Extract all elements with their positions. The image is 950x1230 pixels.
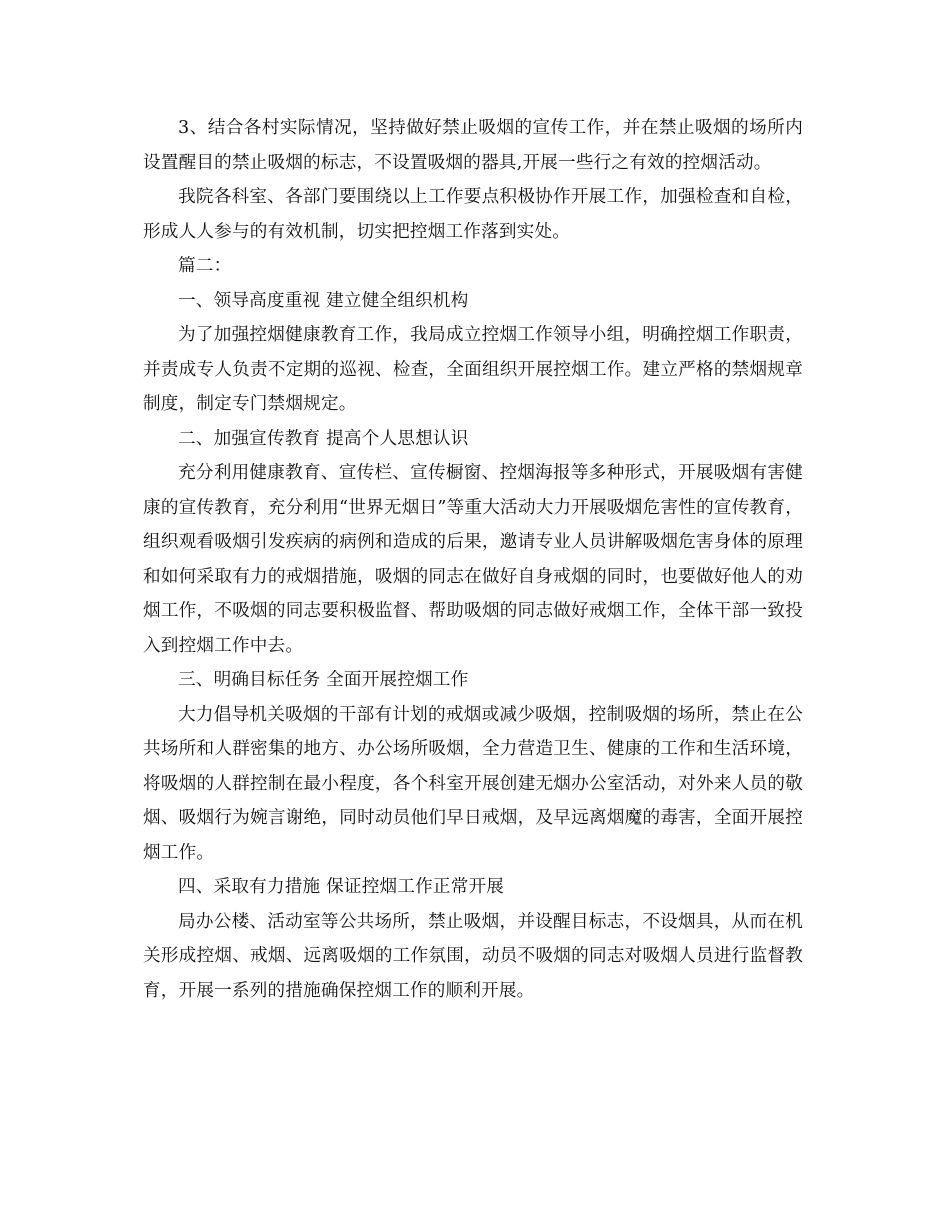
- paragraph-section-3: 大力倡导机关吸烟的干部有计划的戒烟或减少吸烟，控制吸烟的场所，禁止在公共场所和人群密集的地方、办公场所吸烟，全力营造卫生、健康的工作和生活环境，将吸烟的人群控制在最小程度，各个科室开展创建无烟办公室活动，对外来人员的敬烟、吸烟行为婉言谢绝，同时动员他们早日戒烟，及早远离烟魔的毒害，全面开展控烟工作。: [143, 704, 803, 863]
- heading-section-4: 四、采取有力措施 保证控烟工作正常开展: [178, 877, 505, 897]
- heading-section-2: 二、加强宣传教育 提高个人思想认识: [178, 428, 469, 449]
- section-label-part-two: 篇二：: [178, 256, 232, 276]
- paragraph-section-4: 局办公楼、活动室等公共场所，禁止吸烟，并设醒目标志，不设烟具，从而在机关形成控烟、戒烟、远离吸烟的工作氛围，动员不吸烟的同志对吸烟人员进行监督教育，开展一系列的措施确保控烟工作的顺利开展。: [143, 911, 803, 1001]
- heading-section-1: 一、领导高度重视 建立健全组织机构: [178, 290, 469, 311]
- paragraph-closing-summary: 我院各科室、各部门要围绕以上工作要点积极协作开展工作，加强检查和自检，形成人人参与的有效机制，切实把控烟工作落到实处。: [143, 187, 803, 242]
- paragraph-item-3: 3、结合各村实际情况，坚持做好禁止吸烟的宣传工作，并在禁止吸烟的场所内设置醒目的禁止吸烟的标志，不设置吸烟的器具,开展一些行之有效的控烟活动。: [143, 118, 803, 173]
- paragraph-section-1: 为了加强控烟健康教育工作，我局成立控烟工作领导小组，明确控烟工作职责，并责成专人负责不定期的巡视、检查，全面组织开展控烟工作。建立严格的禁烟规章制度，制定专门禁烟规定。: [143, 325, 803, 414]
- document-body: [143, 111, 803, 1008]
- paragraph-section-2: 充分利用健康教育、宣传栏、宣传橱窗、控烟海报等多种形式，开展吸烟有害健康的宣传教育，充分利用“世界无烟日”等重大活动大力开展吸烟危害性的宣传教育，组织观看吸烟引发疾病的病例和造成的后果，邀请专业人员讲解吸烟危害身体的原理和如何采取有力的戒烟措施，吸烟的同志在做好自身戒烟的同时，也要做好他人的劝烟工作，不吸烟的同志要积极监督、帮助吸烟的同志做好戒烟工作，全体干部一致投入到控烟工作中去。: [143, 463, 803, 656]
- heading-section-3: 三、明确目标任务 全面开展控烟工作: [178, 670, 469, 690]
